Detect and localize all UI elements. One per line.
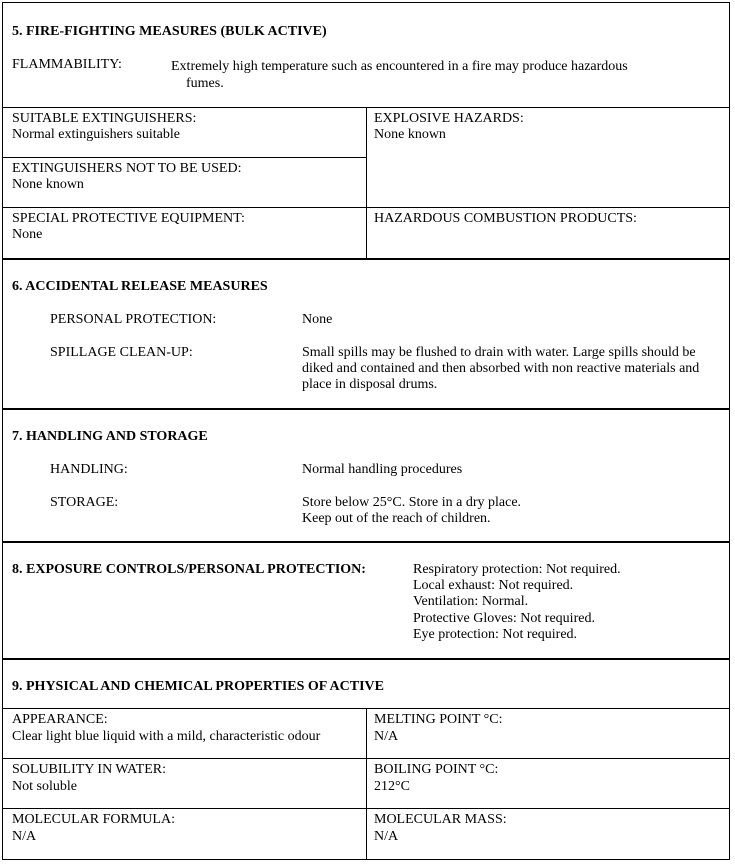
explosive-hazards-label: EXPLOSIVE HAZARDS: <box>374 111 524 126</box>
flammability-label: FLAMMABILITY: <box>12 57 122 72</box>
flammability-line-2: fumes. <box>186 76 224 91</box>
suitable-extinguishers-label: SUITABLE EXTINGUISHERS: <box>12 111 197 126</box>
divider <box>3 157 366 158</box>
column-divider <box>366 708 367 860</box>
exposure-item: Ventilation: Normal. <box>413 594 529 609</box>
safety-data-sheet <box>2 2 730 860</box>
section-divider <box>3 541 729 543</box>
storage-line-2: Keep out of the reach of children. <box>302 511 491 526</box>
molecular-mass-label: MOLECULAR MASS: <box>374 812 507 827</box>
storage-label: STORAGE: <box>50 495 119 510</box>
spillage-line-3: place in disposal drums. <box>302 377 438 392</box>
suitable-extinguishers-value: Normal extinguishers suitable <box>12 127 180 142</box>
molecular-mass-value: N/A <box>374 829 399 844</box>
personal-protection-value: None <box>302 312 333 327</box>
solubility-value: Not soluble <box>12 779 77 794</box>
section-6-heading: 6. ACCIDENTAL RELEASE MEASURES <box>12 279 268 294</box>
hazardous-combustion-label: HAZARDOUS COMBUSTION PRODUCTS: <box>374 211 637 226</box>
divider <box>3 808 729 809</box>
divider <box>3 758 729 759</box>
solubility-label: SOLUBILITY IN WATER: <box>12 762 166 777</box>
section-8-heading: 8. EXPOSURE CONTROLS/PERSONAL PROTECTION: <box>12 562 366 577</box>
exposure-item: Respiratory protection: Not required. <box>413 562 621 577</box>
spillage-label: SPILLAGE CLEAN-UP: <box>50 345 193 360</box>
handling-label: HANDLING: <box>50 462 128 477</box>
appearance-value: Clear light blue liquid with a mild, characteristic odour <box>12 729 321 744</box>
appearance-label: APPEARANCE: <box>12 712 108 727</box>
section-divider <box>3 408 729 410</box>
molecular-formula-label: MOLECULAR FORMULA: <box>12 812 175 827</box>
handling-value: Normal handling procedures <box>302 462 463 477</box>
spillage-line-2: diked and contained and then absorbed with non reactive materials and <box>302 361 700 376</box>
special-protective-equipment-value: None <box>12 227 43 242</box>
special-protective-equipment-label: SPECIAL PROTECTIVE EQUIPMENT: <box>12 211 245 226</box>
exposure-item: Protective Gloves: Not required. <box>413 611 595 626</box>
boiling-point-value: 212°C <box>374 779 410 794</box>
flammability-line-1: Extremely high temperature such as encountered in a fire may produce hazardous <box>171 59 628 74</box>
molecular-formula-value: N/A <box>12 829 37 844</box>
melting-point-label: MELTING POINT °C: <box>374 712 503 727</box>
section-9-heading: 9. PHYSICAL AND CHEMICAL PROPERTIES OF ACTIVE <box>12 679 384 694</box>
exposure-item: Local exhaust: Not required. <box>413 578 574 593</box>
melting-point-value: N/A <box>374 729 399 744</box>
divider <box>3 207 729 208</box>
extinguishers-not-used-label: EXTINGUISHERS NOT TO BE USED: <box>12 161 242 176</box>
section-7-heading: 7. HANDLING AND STORAGE <box>12 429 208 444</box>
explosive-hazards-value: None known <box>374 127 446 142</box>
section-5-heading: 5. FIRE-FIGHTING MEASURES (BULK ACTIVE) <box>12 24 327 39</box>
boiling-point-label: BOILING POINT °C: <box>374 762 499 777</box>
exposure-item: Eye protection: Not required. <box>413 627 578 642</box>
section-divider <box>3 658 729 660</box>
extinguishers-not-used-value: None known <box>12 177 84 192</box>
spillage-line-1: Small spills may be flushed to drain with water. Large spills should be <box>302 345 696 360</box>
column-divider <box>366 107 367 259</box>
personal-protection-label: PERSONAL PROTECTION: <box>50 312 217 327</box>
storage-line-1: Store below 25°C. Store in a dry place. <box>302 495 522 510</box>
section-divider <box>3 258 729 260</box>
